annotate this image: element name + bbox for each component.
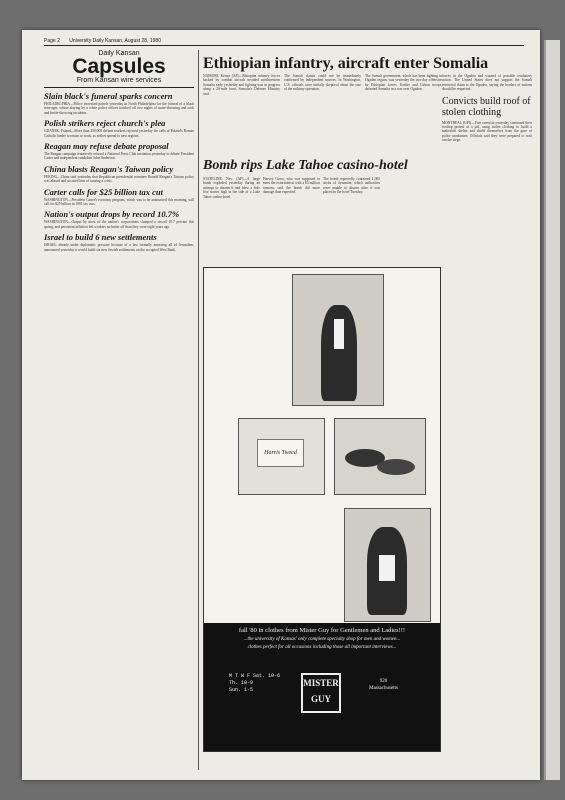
blouse-front xyxy=(379,555,395,581)
ad-tagline: ...the university of Kansas' only complete specialty shop for men and women... xyxy=(243,637,401,642)
ad-photo-man-suit xyxy=(292,274,384,406)
ad-text-band xyxy=(204,623,440,751)
address-number: 920 xyxy=(379,679,388,684)
brief-headline: Nation's output drops by record 10.7% xyxy=(44,209,180,220)
convicts-headline: Convicts build roof of stolen clothing xyxy=(442,95,531,118)
newspaper-page xyxy=(22,30,540,780)
ad-photo-shoes xyxy=(334,418,426,495)
news-brief xyxy=(44,142,194,161)
news-brief xyxy=(44,119,194,138)
brief-headline: Carter calls for $25 billion tax cut xyxy=(44,186,164,197)
capsules-title: Capsules xyxy=(72,55,166,78)
store-hours xyxy=(229,673,280,694)
shoe-shape xyxy=(377,459,415,475)
bomb-column: STATELINE, Nev. (AP)—A large bomb exploded yesterday during an attempt to disarm it and blew a hole five stories high in the side of a Lake Tahoe casino-hotel. xyxy=(203,177,260,199)
store-address xyxy=(369,678,398,692)
ethiopia-column: NAIROBI, Kenya (AP)—Ethiopian infantry forces backed by combat aircraft invaded northwestern Somalia early yesterday and fighting was in progress along a 20-mile front, Somalia's Defense Ministry said. xyxy=(203,74,280,96)
logo-top: MISTER xyxy=(303,678,339,688)
news-brief xyxy=(44,210,194,229)
news-brief xyxy=(44,233,194,252)
mister-guy-logo xyxy=(301,673,341,713)
mister-guy-advertisement xyxy=(203,267,441,752)
brief-headline: China blasts Reagan's Taiwan policy xyxy=(44,163,174,174)
ad-headline: fall '80 in clothes from Mister Guy for Gentlemen and Ladies!!! xyxy=(238,627,406,634)
shirt-front xyxy=(334,319,344,349)
bomb-column: Harvey Gross, who was supposed to meet the extortionists with a $3 million ransom, said the bomb did more damage than expected. xyxy=(263,177,320,195)
capsules-subtitle: From Kansan wire services xyxy=(76,77,162,84)
ad-tagline-2: clothes perfect for all occasions including those all important interviews... xyxy=(247,645,397,650)
hours-line: Sun. 1-5 xyxy=(229,687,254,693)
ethiopia-headline: Ethiopian infantry, aircraft enter Somalia xyxy=(203,55,489,72)
bomb-column: The bomb reportedly contained 1,000 sticks of dynamite, which authorities were unable to disarm after it was placed in the hotel Tuesday. xyxy=(323,177,380,195)
hours-line: M T W F Sat. 10-6 xyxy=(229,673,281,679)
bomb-headline: Bomb rips Lake Tahoe casino-hotel xyxy=(203,158,408,173)
paper-dateline: University Daily Kansan, August 28, 1980 xyxy=(69,38,161,44)
brief-body: ISRAEL already under diplomatic pressure because of a law formally annexing all of Jerusalem, announced yesterday it would build six new Jewish settlements on the occupied West Bank. xyxy=(44,243,194,252)
right-column xyxy=(442,74,532,514)
news-brief xyxy=(44,92,194,115)
brief-headline: Reagan may refuse debate proposal xyxy=(44,141,169,152)
page-header xyxy=(44,38,524,46)
ethiopia-column: The Somali claims could not be immediately confirmed by independent sources. In Washington, U.S. officials were initially skeptical about the size of the military operation. xyxy=(284,74,361,92)
capsules-masthead xyxy=(44,50,194,88)
brief-headline: Slain black's funeral sparks concern xyxy=(44,91,173,101)
column-divider xyxy=(198,50,199,770)
brief-body: PEKING—China said yesterday that Republican presidential nominee Ronald Reagan's Taiwan policy was absurd and accused him of causing a crisis. xyxy=(44,174,194,184)
address-street: Massachusetts xyxy=(369,686,398,691)
ethiopia-column: The Somali government, which has been fighting in Ogaden region, was yesterday the two-day offensive by Ethiopian forces. Earlier and Cuban troops, defeated Somalia in a war over Ogaden. xyxy=(365,74,442,92)
ad-photo-woman xyxy=(344,508,431,622)
ad-photo-fabric-label xyxy=(238,418,325,495)
adjacent-page-edge xyxy=(544,40,560,780)
logo-bottom: GUY xyxy=(311,694,331,704)
news-brief xyxy=(44,188,194,207)
capsules-column xyxy=(44,50,194,770)
brief-headline: Polish strikers reject church's plea xyxy=(44,118,166,129)
brief-body: WASHINGTON—Output by most of the nation's corporations slumped a record 10.7 percent this spring, and persistent inflation left workers no better off than they were eight years ago. xyxy=(44,220,194,229)
brief-headline: Israel to build 6 new settlements xyxy=(44,232,157,243)
fabric-label: Harris Tweed xyxy=(257,439,304,467)
hours-line: Th. 10-9 xyxy=(229,680,254,686)
capsules-kicker: Daily Kansan xyxy=(98,50,140,57)
convicts-body: MONTREAL (UPI)—Five convicts yesterday continued their rooftop protest at a jail, using stolen clothing to build a makeshift shelter and shield themselves from the gaze of police marksmen. Officials said they were prepared to wait out the siege. xyxy=(442,120,532,143)
brief-body: GDANSK, Poland—More than 200,000 defiant workers rejected yesterday the calls of Poland's Roman Catholic leader to return to work, as strikes spread to new regions. xyxy=(44,129,194,138)
brief-body: The Reagan campaign tentatively refused a National Press Club invitation yesterday to debate President Carter and independent candidate John Anderson. xyxy=(44,152,194,161)
somalia-continuation: forces in the Ogaden and warned of possible retaliatory action. The United States does not support the Somali territorial claim to the Ogaden, saying the borders of nations should be respected. xyxy=(442,74,532,92)
brief-body: PHILADELPHIA—Police increased patrols yesterday in North Philadelphia for the funeral of a black teen-ager, whose slaying by a white police officer touched off two nights of stone-throwing and rock and bottle-throwing incidents. xyxy=(44,102,194,115)
news-brief xyxy=(44,165,194,184)
page-number: Page 2 xyxy=(44,38,60,44)
brief-body: WASHINGTON—President Carter's economy program, which was to be announced this morning, will call for $25 billion in 1981 tax cuts. xyxy=(44,197,194,207)
